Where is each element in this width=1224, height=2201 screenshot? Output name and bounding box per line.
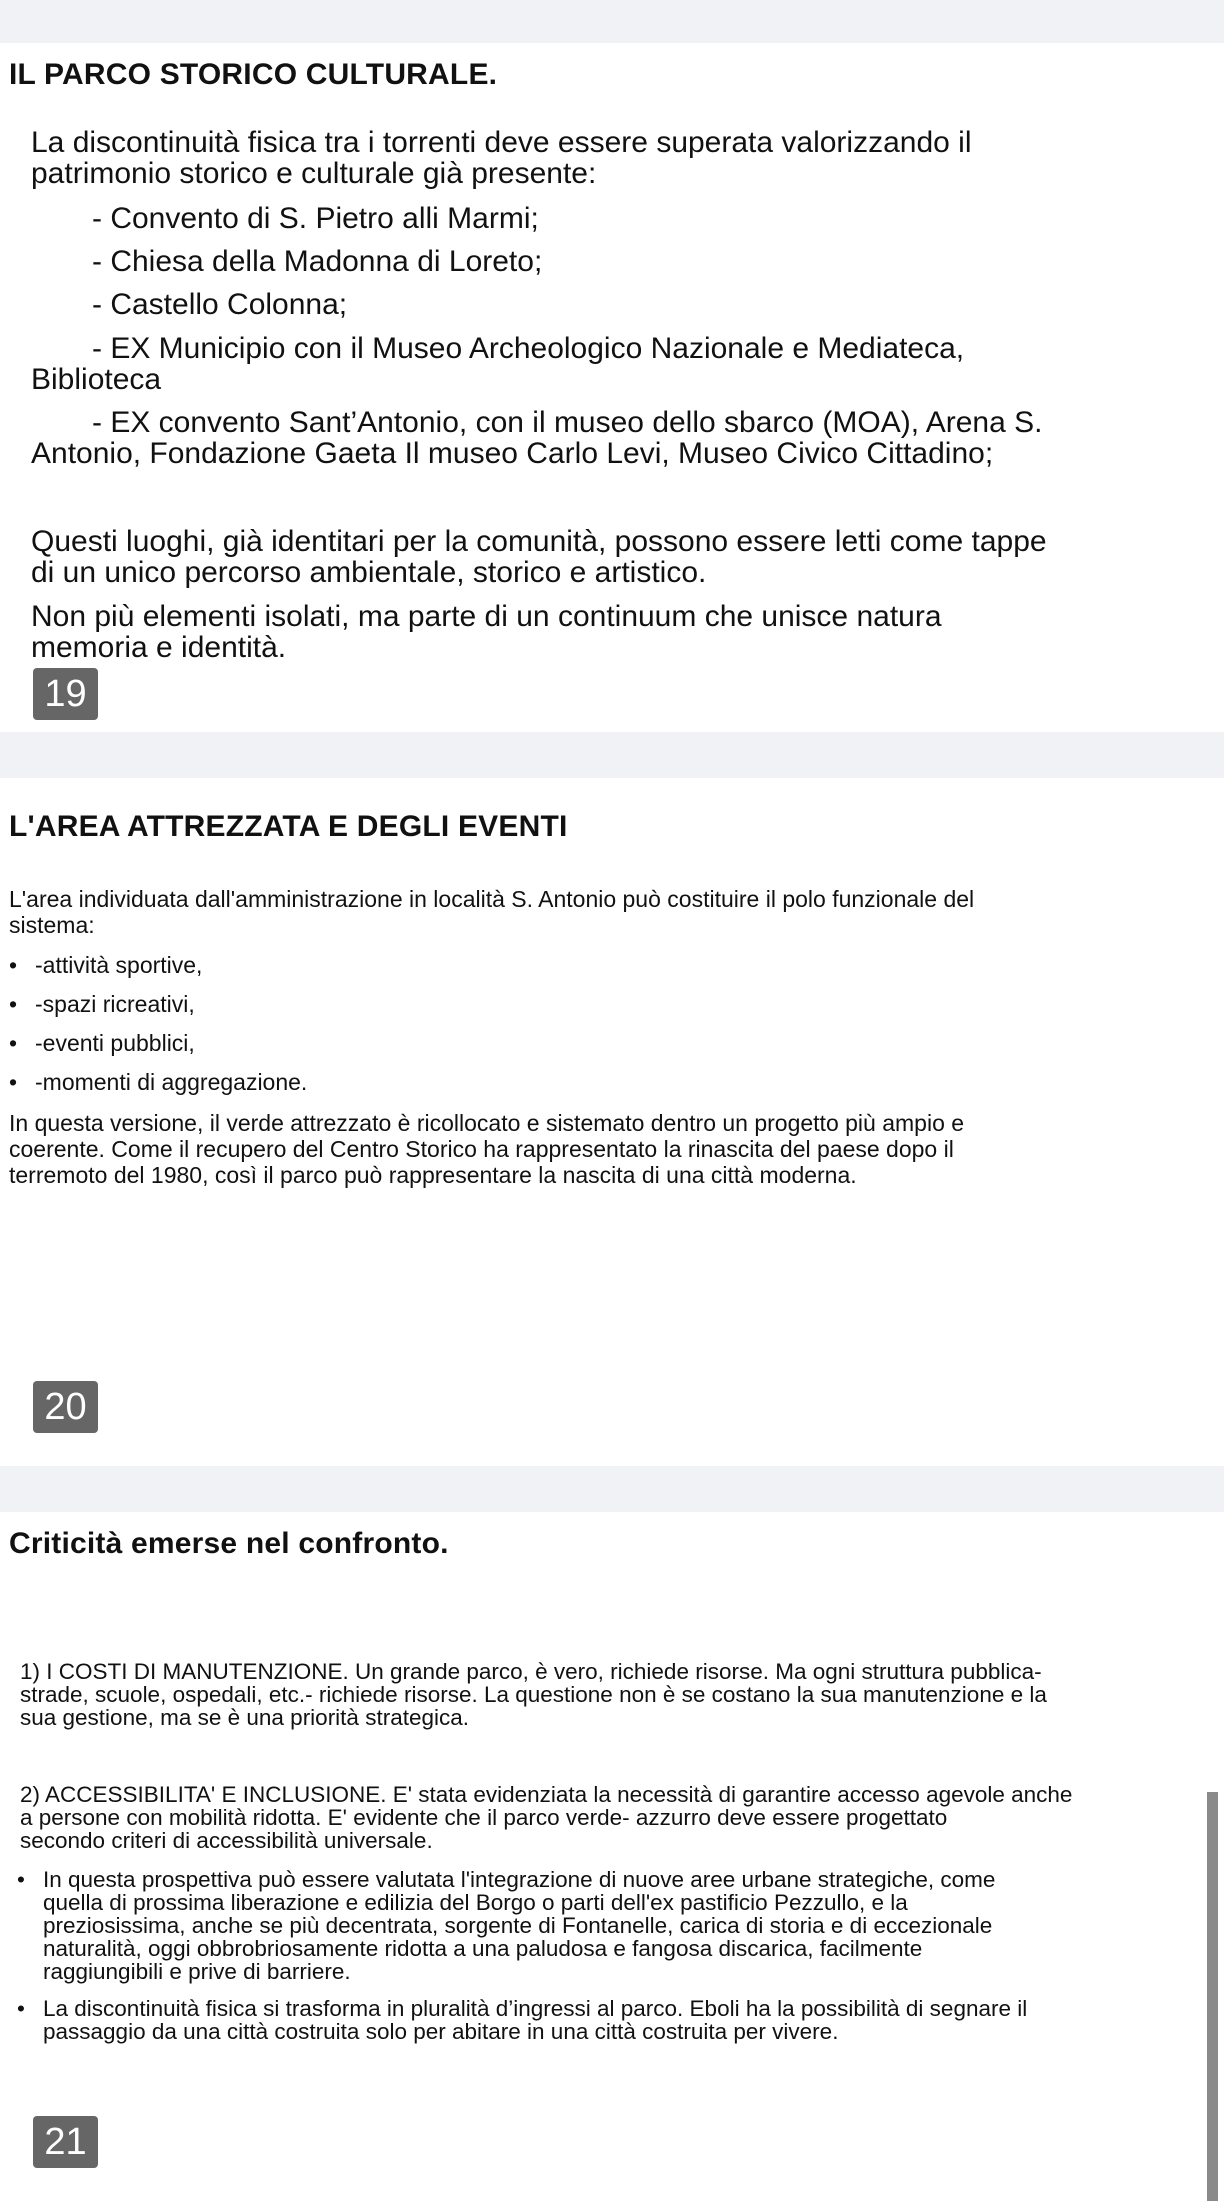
point-line: secondo criteri di accessibilità universale. — [20, 1828, 433, 1853]
list-item: • -eventi pubblici, — [35, 1031, 195, 1056]
heritage-item: - EX Municipio con il Museo Archeologico Nazionale e Mediateca, — [92, 332, 965, 365]
point-line: 1) I COSTI DI MANUTENZIONE. Un grande parco, è vero, richiede risorse. Ma ogni struttura pubblica- — [20, 1659, 1042, 1684]
slide-separator — [0, 732, 1224, 778]
heritage-item: - Castello Colonna; — [92, 288, 348, 321]
slide-title: IL PARCO STORICO CULTURALE. — [9, 58, 498, 91]
paragraph-line: Non più elementi isolati, ma parte di un continuum che unisce natura — [31, 600, 942, 633]
heritage-item-cont: Biblioteca — [31, 363, 162, 396]
point-line: 2) ACCESSIBILITA' E INCLUSIONE. E' stata evidenziata la necessità di garantire accesso agevole anche — [20, 1782, 1073, 1807]
point-line: sua gestione, ma se è una priorità strategica. — [20, 1705, 470, 1730]
list-item-cont: naturalità, oggi obbrobriosamente ridotta a una paludosa e fangosa discarica, facilmente — [43, 1936, 923, 1961]
page-number-badge: 21 — [33, 2116, 98, 2168]
list-item-cont: preziosissima, anche se più decentrata, sorgente di Fontanelle, carica di storia e di eccezionale — [43, 1913, 993, 1938]
intro-line: L'area individuata dall'amministrazione in località S. Antonio può costituire il polo funzionale del — [9, 886, 975, 912]
intro-line: sistema: — [9, 912, 95, 938]
list-item-cont: raggiungibili e prive di barriere. — [43, 1959, 351, 1984]
paragraph-line: di un unico percorso ambientale, storico e artistico. — [31, 556, 707, 589]
heritage-item: - Convento di S. Pietro alli Marmi; — [92, 202, 539, 235]
point-line: strade, scuole, ospedali, etc.- richiede risorse. La questione non è se costano la sua manutenzione e la — [20, 1682, 1047, 1707]
list-item: • -momenti di aggregazione. — [35, 1070, 307, 1095]
paragraph-line: coerente. Come il recupero del Centro Storico ha rappresentato la rinascita del paese dopo il — [9, 1136, 954, 1162]
paragraph-line: terremoto del 1980, così il parco può rappresentare la nascita di una città moderna. — [9, 1162, 857, 1188]
slide-separator — [0, 1466, 1224, 1512]
slide-title: Criticità emerse nel confronto. — [9, 1527, 449, 1560]
heritage-item-cont: Antonio, Fondazione Gaeta Il museo Carlo Levi, Museo Civico Cittadino; — [31, 437, 994, 470]
list-item: • In questa prospettiva può essere valutata l'integrazione di nuove aree urbane strategiche, come — [43, 1868, 995, 1891]
slide-separator — [0, 0, 1224, 43]
list-item-cont: quella di prossima liberazione e edilizia del Borgo o parti dell'ex pastificio Pezzullo, e la — [43, 1890, 908, 1915]
page-number-badge: 20 — [33, 1381, 98, 1433]
heritage-item: - Chiesa della Madonna di Loreto; — [92, 245, 543, 278]
page-number-badge: 19 — [33, 668, 98, 720]
paragraph-line: memoria e identità. — [31, 631, 287, 664]
list-item: • La discontinuità fisica si trasforma in pluralità d’ingressi al parco. Eboli ha la possibilità di segnare il — [43, 1997, 1027, 2020]
heritage-item: - EX convento Sant’Antonio, con il museo dello sbarco (MOA), Arena S. — [92, 406, 1043, 439]
list-item: • -spazi ricreativi, — [35, 992, 195, 1017]
intro-line: patrimonio storico e culturale già presente: — [31, 157, 597, 190]
list-item: • -attività sportive, — [35, 953, 202, 978]
list-item-cont: passaggio da una città costruita solo per abitare in una città costruita per vivere. — [43, 2019, 839, 2044]
paragraph-line: In questa versione, il verde attrezzato è ricollocato e sistemato dentro un progetto più ampio e — [9, 1110, 965, 1136]
intro-line: La discontinuità fisica tra i torrenti deve essere superata valorizzando il — [31, 126, 972, 159]
point-line: a persone con mobilità ridotta. E' evidente che il parco verde- azzurro deve essere progettato — [20, 1805, 948, 1830]
vertical-scrollbar[interactable] — [1207, 1792, 1218, 2201]
slide-title: L'AREA ATTREZZATA E DEGLI EVENTI — [9, 810, 568, 843]
paragraph-line: Questi luoghi, già identitari per la comunità, possono essere letti come tappe — [31, 525, 1047, 558]
